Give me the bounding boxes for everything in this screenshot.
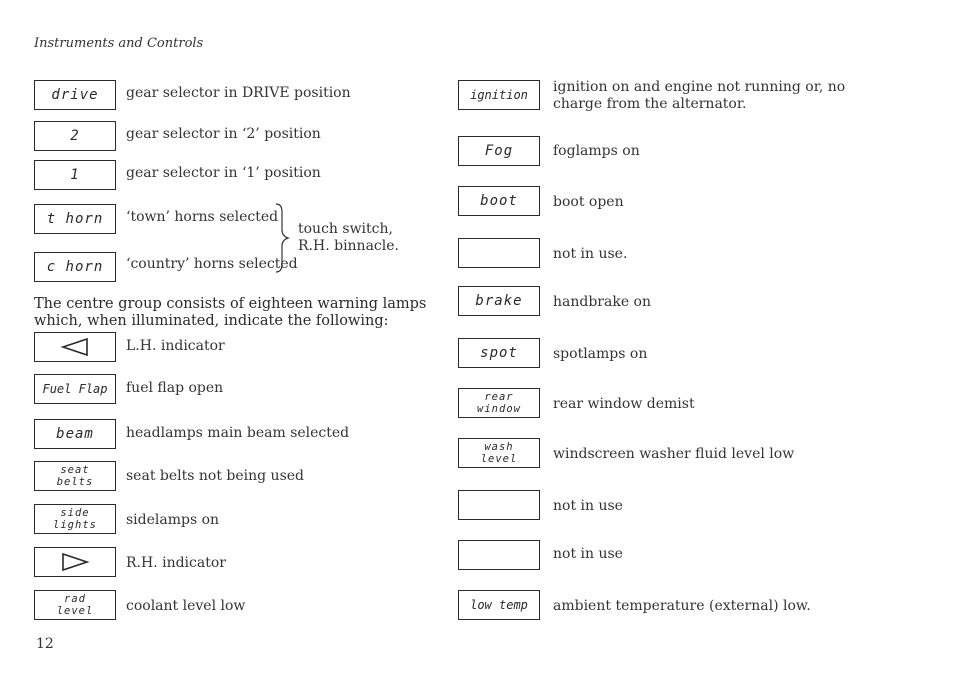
lamp-description: ‘town’ horns selected xyxy=(126,209,279,225)
lamp-description: ignition on and engine not running or, no xyxy=(553,79,846,95)
lamp-label: low temp xyxy=(470,598,528,612)
boot-lamp xyxy=(458,186,540,216)
lamp-label: rear xyxy=(484,391,514,403)
lh-indicator-lamp xyxy=(34,332,116,362)
lamp-label: brake xyxy=(475,293,523,309)
page-number: 12 xyxy=(36,636,54,652)
unused-lamp xyxy=(458,490,540,520)
lamp-description: not in use. xyxy=(553,246,628,262)
sidelights-lamp xyxy=(34,504,116,534)
lamp-label: level xyxy=(56,604,94,617)
lamp-description: R.H. indicator xyxy=(126,555,226,571)
right-arrow-icon xyxy=(60,552,90,572)
low-temp-lamp xyxy=(458,590,540,620)
foglamps-lamp xyxy=(458,136,540,166)
lamp-description: spotlamps on xyxy=(553,346,648,362)
handbrake-lamp xyxy=(458,286,540,316)
drive-lamp xyxy=(34,80,116,110)
lamp-label: 1 xyxy=(70,167,80,183)
binnacle-note: R.H. binnacle. xyxy=(298,238,399,254)
lamp-description: rear window demist xyxy=(553,396,695,412)
section-header: Instruments and Controls xyxy=(34,36,204,51)
lamp-label: level xyxy=(480,452,518,465)
lamp-description: ambient temperature (external) low. xyxy=(553,598,811,614)
fuel-flap-lamp xyxy=(34,374,116,404)
unused-lamp xyxy=(458,238,540,268)
lamp-description: windscreen washer fluid level low xyxy=(553,446,795,462)
lamp-label: lights xyxy=(53,518,97,531)
lamp-description: fuel flap open xyxy=(126,380,224,396)
main-beam-lamp xyxy=(34,419,116,449)
unused-lamp xyxy=(458,540,540,570)
lamp-label: wash xyxy=(484,441,514,453)
lamp-label: boot xyxy=(480,193,518,209)
lamp-label: Fuel Flap xyxy=(42,382,108,396)
lamp-description: foglamps on xyxy=(553,143,640,159)
intro-paragraph: The centre group consists of eighteen warning lamps which, when illuminated, indicate the following: xyxy=(34,296,427,329)
lamp-description: not in use xyxy=(553,546,623,562)
lamp-description: gear selector in ‘1’ position xyxy=(126,165,321,181)
rh-indicator-lamp xyxy=(34,547,116,577)
lamp-label: ignition xyxy=(470,88,528,102)
lamp-description: gear selector in DRIVE position xyxy=(126,85,351,101)
spotlamps-lamp xyxy=(458,338,540,368)
lamp-label: side xyxy=(60,507,90,519)
lamp-label: spot xyxy=(480,345,518,361)
lamp-description: coolant level low xyxy=(126,598,246,614)
left-arrow-icon xyxy=(60,337,90,357)
country-horn-lamp xyxy=(34,252,116,282)
lamp-label: drive xyxy=(51,87,99,103)
coolant-level-lamp xyxy=(34,590,116,620)
town-horn-lamp xyxy=(34,204,116,234)
lamp-description: headlamps main beam selected xyxy=(126,425,350,441)
lamp-description: handbrake on xyxy=(553,294,652,310)
lamp-label: window xyxy=(477,402,521,415)
lamp-label: t horn xyxy=(46,211,104,227)
lamp-description: ‘country’ horns selected xyxy=(126,256,298,272)
lamp-description: seat belts not being used xyxy=(126,468,305,484)
touch-switch-note: touch switch, xyxy=(298,221,393,237)
lamp-label: rad xyxy=(64,593,86,605)
lamp-label: 2 xyxy=(70,128,80,144)
gear-2-lamp xyxy=(34,121,116,151)
seat-belts-lamp xyxy=(34,461,116,491)
rear-demist-lamp xyxy=(458,388,540,418)
lamp-description: sidelamps on xyxy=(126,512,220,528)
lamp-description: L.H. indicator xyxy=(126,338,225,354)
lamp-label: seat xyxy=(60,464,90,476)
lamp-description: gear selector in ‘2’ position xyxy=(126,126,321,142)
lamp-label: beam xyxy=(56,426,94,442)
horn-brace xyxy=(272,202,294,274)
lamp-description: boot open xyxy=(553,194,624,210)
lamp-description: not in use xyxy=(553,498,623,514)
ignition-lamp xyxy=(458,80,540,110)
gear-1-lamp xyxy=(34,160,116,190)
lamp-label: belts xyxy=(56,475,94,488)
lamp-description: charge from the alternator. xyxy=(553,96,747,112)
washer-level-lamp xyxy=(458,438,540,468)
lamp-label: c horn xyxy=(46,259,104,275)
lamp-label: Fog xyxy=(484,143,514,159)
